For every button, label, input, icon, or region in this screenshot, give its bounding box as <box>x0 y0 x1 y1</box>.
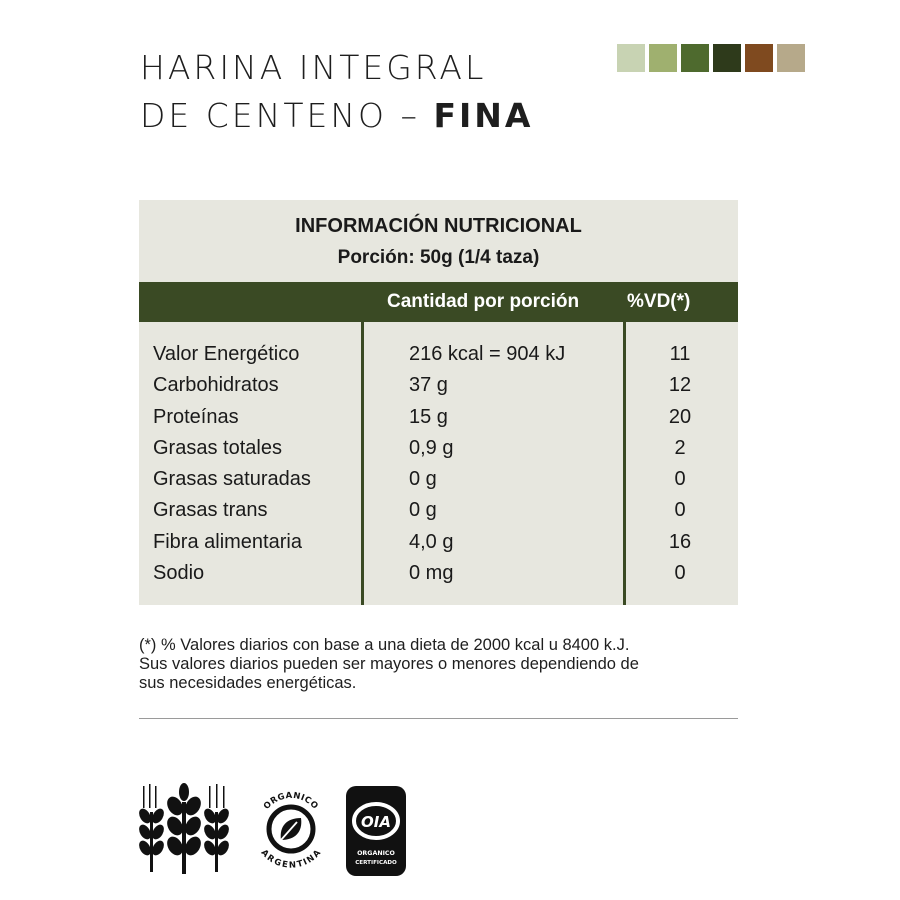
color-palette <box>617 44 805 72</box>
wheat-icon <box>137 782 231 874</box>
color-swatch <box>649 44 677 72</box>
nutrition-row <box>139 435 738 466</box>
nutrient-daily-value: 11 <box>669 343 691 365</box>
product-title <box>140 44 533 140</box>
color-swatch <box>713 44 741 72</box>
footnote-line: (*) % Valores diarios con base a una dieta de 2000 kcal u 8400 k.J. <box>139 636 630 654</box>
oia-mark: OIA <box>361 813 391 831</box>
portion-size: Porción: 50g (1/4 taza) <box>337 247 540 268</box>
nutrient-quantity: 0 g <box>409 468 437 491</box>
oia-text-2: CERTIFICADO <box>355 860 397 866</box>
nutrient-quantity: 0 g <box>409 499 437 522</box>
nutrition-row <box>139 372 738 403</box>
nutrition-row <box>139 466 738 497</box>
nutrition-row <box>139 404 738 435</box>
nutrient-daily-value: 2 <box>674 436 686 459</box>
nutrient-daily-value: 0 <box>674 499 686 522</box>
product-title-line2 <box>140 92 533 140</box>
footnote-line: Sus valores diarios pueden ser mayores o menores dependiendo de <box>139 655 639 673</box>
nutrition-title: INFORMACIÓN NUTRICIONAL <box>295 215 582 237</box>
divider <box>139 718 738 719</box>
product-title-line1: HARINA INTEGRAL <box>140 48 487 87</box>
nutrient-name: Proteínas <box>153 405 239 428</box>
nutrition-rows <box>139 341 738 591</box>
nutrition-row <box>139 529 738 560</box>
nutrient-name: Valor Energético <box>153 343 300 365</box>
nutrient-quantity: 216 kcal = 904 kJ <box>409 343 566 365</box>
nutrient-quantity: 37 g <box>409 374 448 397</box>
nutrient-name: Grasas totales <box>153 436 282 459</box>
nutrient-daily-value: 20 <box>668 405 692 428</box>
nutrient-daily-value: 0 <box>674 468 686 491</box>
color-swatch <box>681 44 709 72</box>
nutrition-column-header <box>139 282 738 322</box>
nutrient-name: Fibra alimentaria <box>153 530 302 553</box>
header-quantity: Cantidad por porción <box>387 291 580 312</box>
header-daily-value: %VD(*) <box>627 291 691 312</box>
nutrition-panel <box>139 200 738 605</box>
seal-bottom-text: ARGENTINA <box>258 847 324 871</box>
nutrient-name: Grasas saturadas <box>153 468 311 491</box>
nutrient-daily-value: 16 <box>668 530 692 553</box>
oia-certification-logo <box>345 785 407 877</box>
nutrition-row <box>139 560 738 591</box>
nutrition-row <box>139 497 738 528</box>
nutrient-daily-value: 12 <box>668 374 692 397</box>
nutrient-quantity: 0,9 g <box>409 436 454 459</box>
nutrient-daily-value: 0 <box>674 562 686 585</box>
color-swatch <box>777 44 805 72</box>
seal-top-text: ORGANICO <box>261 790 321 812</box>
nutrient-quantity: 15 g <box>409 405 448 428</box>
nutrient-name: Carbohidratos <box>153 374 279 397</box>
product-title-variant: FINA <box>433 96 534 135</box>
nutrient-quantity: 4,0 g <box>409 530 454 553</box>
footnote-line: sus necesidades energéticas. <box>139 674 357 692</box>
nutrition-header <box>139 200 738 272</box>
nutrient-quantity: 0 mg <box>409 562 454 585</box>
oia-text-1: ORGANICO <box>357 850 395 857</box>
nutrition-row <box>139 341 738 372</box>
organic-argentina-seal <box>253 782 329 876</box>
color-swatch <box>617 44 645 72</box>
product-title-line2-regular: DE CENTENO – <box>140 96 434 135</box>
nutrient-name: Grasas trans <box>153 499 268 522</box>
nutrient-name: Sodio <box>153 562 205 585</box>
color-swatch <box>745 44 773 72</box>
footnote <box>139 636 759 693</box>
